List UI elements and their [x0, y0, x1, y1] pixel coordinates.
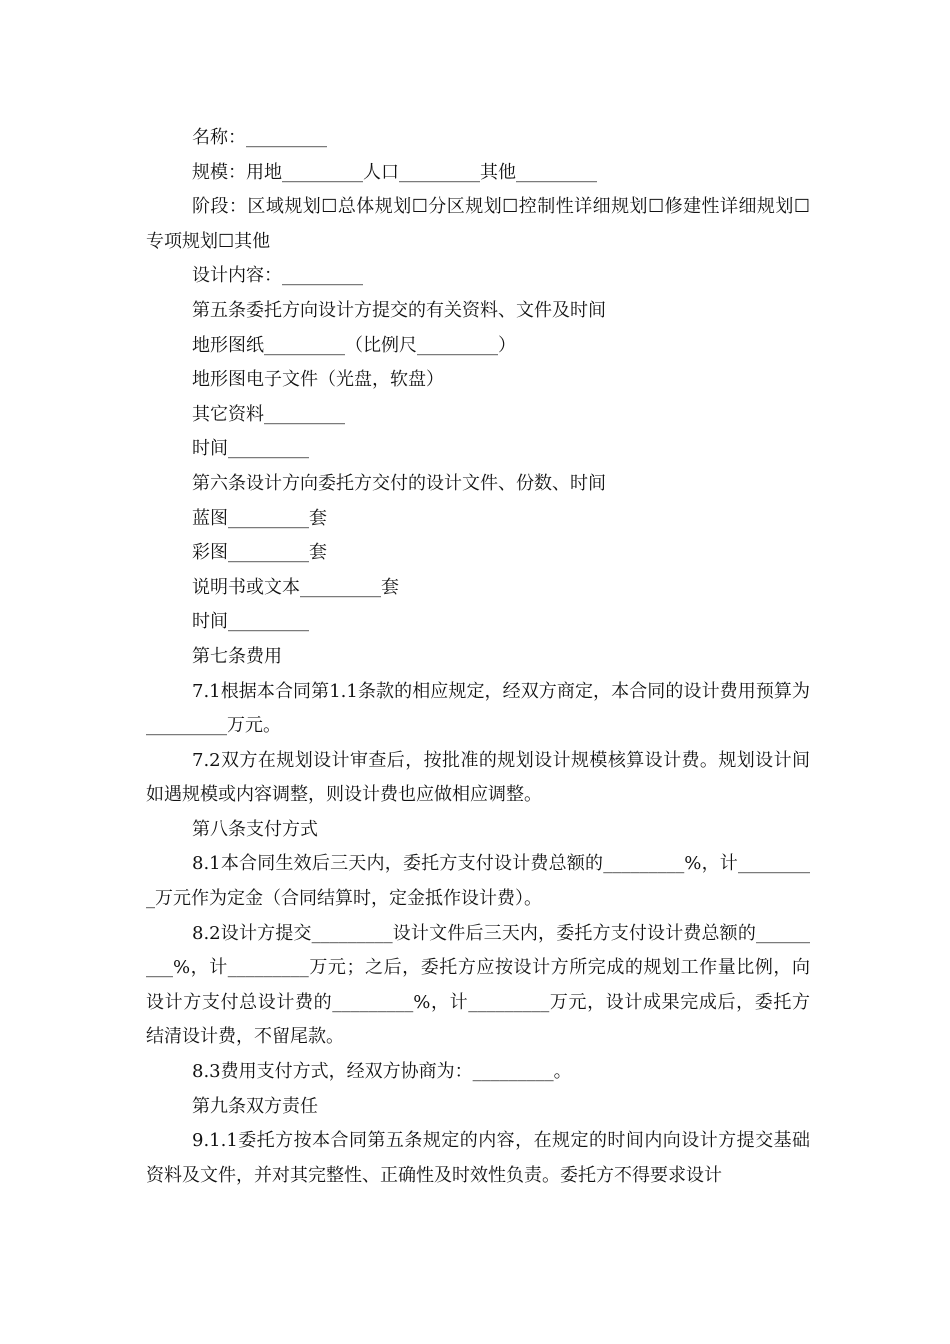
document-body	[146, 121, 810, 1193]
clause-8-2: 8.2设计方提交_________设计文件后三天内，委托方支付设计费总额的_________%，计_________万元；之后，委托方应按设计方所完成的规划工作量比例，向设计方支付总设计费的_________%，计_________万元，设计成果完成后，委托方结清设计费，不留尾款。	[146, 922, 810, 1048]
clause-9-1-1: 9.1.1委托方按本合同第五条规定的内容，在规定的时间内向设计方提交基础资料及文件，并对其完整性、正确性及时效性负责。委托方不得要求设计	[146, 1130, 810, 1186]
clause-8-3: 8.3费用支付方式，经双方协商为：_________。	[192, 1061, 572, 1083]
article-9-heading: 第九条双方责任	[192, 1095, 318, 1117]
field-design-content: 设计内容：_________	[192, 265, 363, 287]
field-topographic-digital: 地形图电子文件（光盘，软盘）	[192, 369, 444, 391]
clause-7-1: 7.1根据本合同第1.1条款的相应规定，经双方商定，本合同的设计费用预算为_________万元。	[146, 680, 810, 737]
field-topographic-map: 地形图纸_________（比例尺_________）	[192, 334, 516, 356]
field-other-materials: 其它资料_________	[192, 403, 345, 425]
field-color-print: 彩图_________套	[192, 542, 327, 564]
field-stage: 阶段：区域规划☐总体规划☐分区规划☐控制性详细规划☐修建性详细规划☐专项规划☐其他	[146, 196, 810, 252]
clause-7-2: 7.2双方在规划设计审查后，按批准的规划设计规模核算设计费。规划设计间如遇规模或内容调整，则设计费也应做相应调整。	[146, 749, 810, 806]
field-name: 名称：_________	[192, 127, 327, 148]
article-8-heading: 第八条支付方式	[192, 818, 318, 840]
article-7-heading: 第七条费用	[192, 645, 282, 667]
article-6-heading: 第六条设计方向委托方交付的设计文件、份数、时间	[192, 472, 606, 494]
field-scale: 规模：用地_________人口_________其他_________	[192, 161, 597, 183]
field-blueprint: 蓝图_________套	[192, 507, 327, 529]
field-time-1: 时间_________	[192, 438, 309, 460]
field-manual: 说明书或文本_________套	[192, 576, 399, 598]
article-5-heading: 第五条委托方向设计方提交的有关资料、文件及时间	[192, 299, 606, 321]
clause-8-1: 8.1本合同生效后三天内，委托方支付设计费总额的_________%，计_________万元作为定金（合同结算时，定金抵作设计费）。	[146, 853, 810, 910]
field-time-2: 时间_________	[192, 611, 309, 633]
